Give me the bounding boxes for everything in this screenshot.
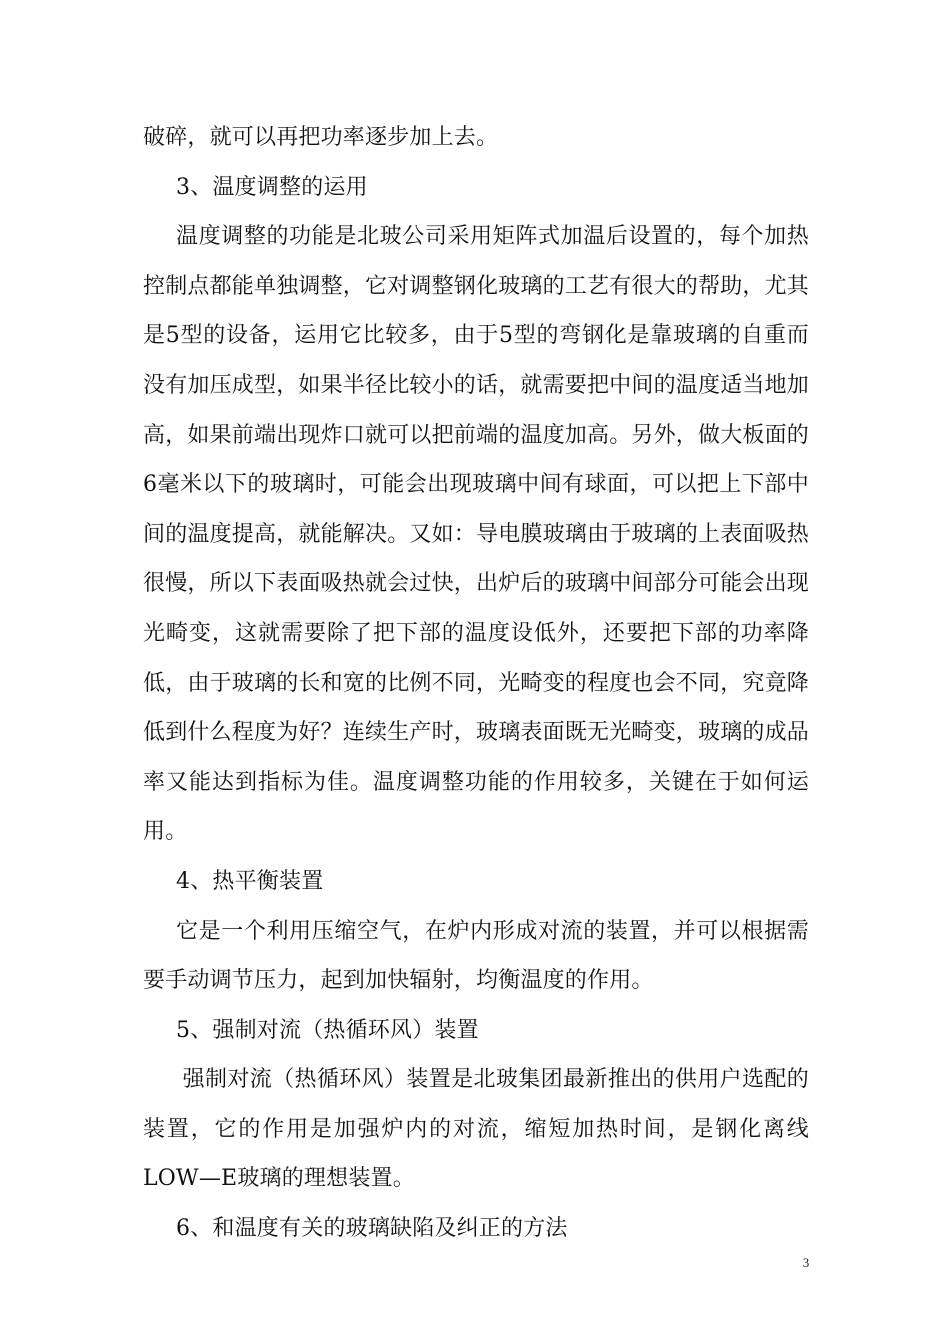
section-heading-temperature-adjustment: 3、温度调整的运用 (176, 174, 368, 200)
section-heading-forced-convection: 5、强制对流（热循环风）装置 (176, 1017, 479, 1043)
paragraph-heat-balance: 它是一个利用压缩空气，在炉内形成对流的装置，并可以根据需要手动调节压力，起到加快辐射，均衡温度的作用。 (143, 918, 809, 994)
paragraph-temperature-adjustment: 温度调整的功能是北玻公司采用矩阵式加温后设置的，每个加热控制点都能单独调整，它对调整钢化玻璃的工艺有很大的帮助，尤其是5型的设备，运用它比较多，由于5型的弯钢化是靠玻璃的自重而没有加压成型，如果半径比较小的话，就需要把中间的温度适当地加高，如果前端出现炸口就可以把前端的温度加高。另外，做大板面的6毫米以下的玻璃时，可能会出现玻璃中间有球面，可以把上下部中间的温度提高，就能解决。又如：导电膜玻璃由于玻璃的上表面吸热很慢，所以下表面吸热就会过快，出炉后的玻璃中间部分可能会出现光畸变，这就需要除了把下部的温度设低外，还要把下部的功率降低，由于玻璃的长和宽的比例不同，光畸变的程度也会不同，究竟降低到什么程度为好？连续生产时，玻璃表面既无光畸变，玻璃的成品率又能达到指标为佳。温度调整功能的作用较多，关键在于如何运用。 (143, 224, 810, 845)
page-number: 3 (802, 1255, 810, 1270)
paragraph-continuation: 破碎，就可以再把功率逐步加上去。 (143, 125, 499, 150)
paragraph-forced-convection: 强制对流（热循环风）装置是北玻集团最新推出的供用户选配的装置，它的作用是加强炉内的对流，缩短加热时间，是钢化离线LOW—E玻璃的理想装置。 (143, 1067, 809, 1192)
section-heading-heat-balance: 4、热平衡装置 (176, 868, 324, 894)
document-body (143, 113, 809, 1254)
section-heading-glass-defects: 6、和温度有关的玻璃缺陷及纠正的方法 (176, 1216, 568, 1242)
